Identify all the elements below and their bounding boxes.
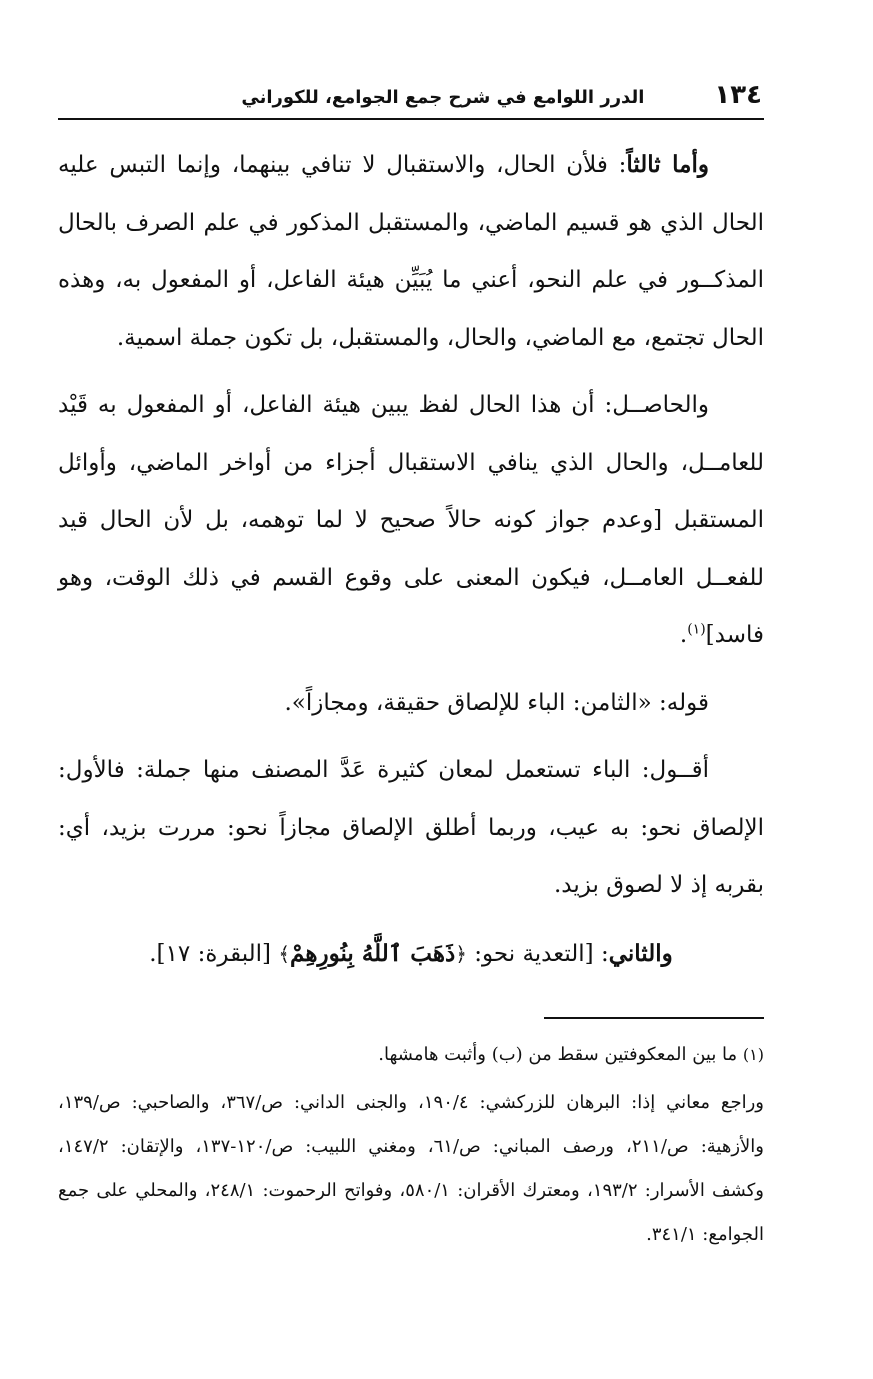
footnote-references <box>58 1081 764 1257</box>
paragraph-text: قوله: «الثامن: الباء للإلصاق حقيقة، ومجازاً». <box>284 689 709 716</box>
paragraph-quote-eighth <box>58 675 764 733</box>
book-title: الدرر اللوامع في شرح جمع الجوامع، للكوراني <box>241 87 645 108</box>
paragraph-text: أقــول: الباء تستعمل لمعان كثيرة عَدَّ المصنف منها جملة: فالأول: الإلصاق نحو: به عيب، وربما أطلق الإلصاق مجازاً نحو: مررت بزيد، أي: بقربه إذ لا لصوق بزيد. <box>58 757 764 898</box>
page-number: ١٣٤ <box>714 80 762 110</box>
paragraph-end: . <box>679 622 688 648</box>
quran-bracket-close: ﴾ <box>278 941 291 966</box>
paragraph-lead: والثاني <box>608 939 673 967</box>
footnotes <box>58 1033 764 1257</box>
paragraph-lead: وأما ثالثاً <box>626 151 709 178</box>
footnote-mark: (١) <box>742 1045 764 1064</box>
footnote-1 <box>58 1033 764 1077</box>
main-text <box>58 136 764 983</box>
paragraph-second-meaning <box>58 925 764 984</box>
footnote-text: ما بين المعكوفتين سقط من (ب) وأثبت هامشها. <box>378 1044 743 1065</box>
running-header <box>58 80 764 120</box>
footnote-divider <box>544 1017 764 1019</box>
footnote-reference: (١) <box>687 621 706 638</box>
paragraph-conclusion <box>58 377 764 665</box>
paragraph-text: : فلأن الحال، والاستقبال لا تنافي بينهما، وإنما التبس عليه الحال الذي هو قسيم الماضي، والمستقبل المذكور في علم الصرف بالحال المذكــور في علم النحو، أعني ما يُبَيِّن هيئة الفاعل، أو المفعول به، وهذه الحال تجتمع، مع الماضي، والحال، والمستقبل، بل تكون جملة اسمية. <box>58 152 764 351</box>
verse-reference: [البقرة: ١٧]. <box>149 940 279 967</box>
quran-bracket-open: ﴿ <box>455 941 467 966</box>
paragraph-text: والحاصــل: أن هذا الحال لفظ يبين هيئة الفاعل، أو المفعول به قَيْد للعامــل، والحال الذي ينافي الاستقبال أجزاء من أواخر الماضي، وأوائل المستقبل [وعدم جواز كونه حالاً صحيح لا لما توهمه، بل لأن الحال قيد للفعــل العامــل، فيكون المعنى على وقوع القسم في ذلك الوقت، وهو فاسد] <box>58 392 764 648</box>
paragraph-third-point <box>58 136 764 367</box>
footnote-text: وراجع معاني إذا: البرهان للزركشي: ١٩٠/٤، والجنى الداني: ص/٣٦٧، والصاحبي: ص/١٣٩، والأزهية: ص/٢١١، ورصف المباني: ص/٦١، ومغني اللبيب: ص/١٢٠-١٣٧، والإتقان: ١٤٧/٢، وكشف الأسرار: ١٩٣/٢، ومعترك الأقران: ٥٨٠/١، وفواتح الرحموت: ٢٤٨/١، والمحلي على جمع الجوامع: ٣٤١/١. <box>58 1092 764 1245</box>
paragraph-commentary <box>58 742 764 915</box>
quran-verse: ذَهَبَ ٱللَّهُ بِنُورِهِمْ <box>290 939 456 967</box>
book-page <box>58 80 764 1261</box>
paragraph-text: : [التعدية نحو: <box>466 940 609 967</box>
